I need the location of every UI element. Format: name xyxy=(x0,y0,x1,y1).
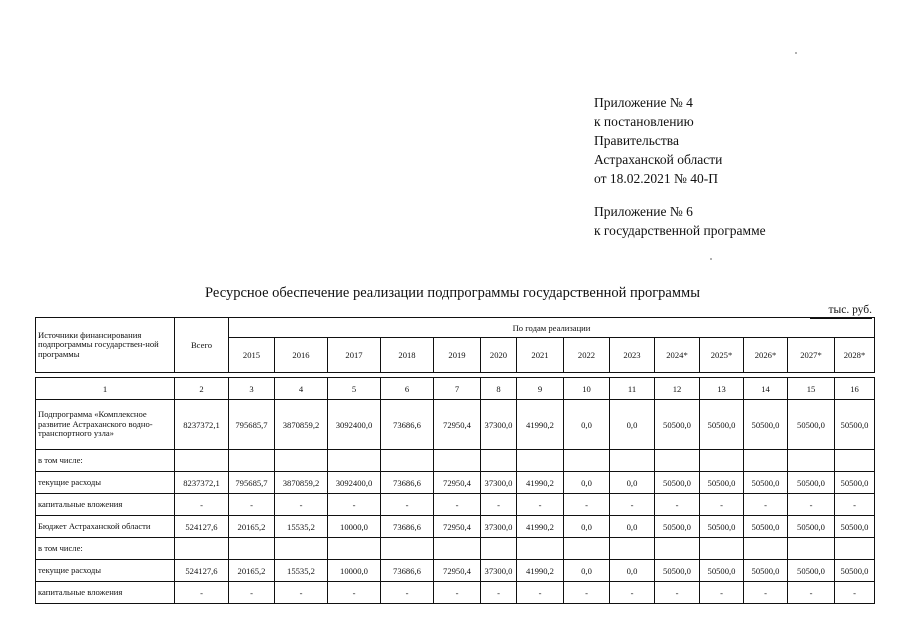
value-cell: - xyxy=(175,494,229,516)
appendix-4-line-3: Правительства xyxy=(594,133,679,148)
value-cell xyxy=(744,450,788,472)
value-cell: - xyxy=(835,494,875,516)
value-cell xyxy=(744,538,788,560)
value-cell: 0,0 xyxy=(610,560,655,582)
column-number: 13 xyxy=(700,378,744,400)
table-row xyxy=(36,472,875,494)
value-cell: 0,0 xyxy=(610,516,655,538)
value-cell: 72950,4 xyxy=(434,560,481,582)
value-cell xyxy=(700,450,744,472)
value-cell xyxy=(328,538,381,560)
value-cell: 73686,6 xyxy=(381,472,434,494)
column-number: 12 xyxy=(655,378,700,400)
value-cell xyxy=(610,538,655,560)
value-cell xyxy=(175,538,229,560)
row-label: Бюджет Астраханской области xyxy=(36,516,175,538)
table-row xyxy=(36,560,875,582)
value-cell: 50500,0 xyxy=(655,560,700,582)
value-cell xyxy=(564,538,610,560)
column-number: 3 xyxy=(229,378,275,400)
column-number: 8 xyxy=(481,378,517,400)
value-cell: - xyxy=(229,582,275,604)
header-year: 2019 xyxy=(434,338,481,373)
table-column-numbers-row xyxy=(36,378,875,400)
column-number: 2 xyxy=(175,378,229,400)
value-cell: 0,0 xyxy=(610,472,655,494)
table-row xyxy=(36,538,875,560)
value-cell: - xyxy=(610,494,655,516)
value-cell: - xyxy=(481,494,517,516)
value-cell: - xyxy=(564,494,610,516)
value-cell xyxy=(517,538,564,560)
value-cell: - xyxy=(381,494,434,516)
value-cell xyxy=(381,538,434,560)
value-cell: 50500,0 xyxy=(835,560,875,582)
value-cell xyxy=(481,450,517,472)
value-cell: 20165,2 xyxy=(229,516,275,538)
value-cell: - xyxy=(655,494,700,516)
header-year: 2021 xyxy=(517,338,564,373)
value-cell xyxy=(655,450,700,472)
value-cell: - xyxy=(517,494,564,516)
value-cell xyxy=(381,450,434,472)
column-number: 15 xyxy=(788,378,835,400)
value-cell: - xyxy=(655,582,700,604)
value-cell: 50500,0 xyxy=(655,400,700,450)
column-number: 5 xyxy=(328,378,381,400)
value-cell: - xyxy=(788,494,835,516)
value-cell: 73686,6 xyxy=(381,516,434,538)
value-cell: 3092400,0 xyxy=(328,400,381,450)
value-cell: 0,0 xyxy=(610,400,655,450)
appendix-4-line-1: Приложение № 4 xyxy=(594,95,693,110)
column-number: 1 xyxy=(36,378,175,400)
value-cell xyxy=(835,538,875,560)
row-label: Подпрограмма «Комплексное развитие Астраханского водно-транспортного узла» xyxy=(36,400,175,450)
value-cell: 0,0 xyxy=(564,472,610,494)
header-spacer xyxy=(594,188,766,202)
appendix-6-line-2: к государственной программе xyxy=(594,223,766,238)
column-number: 16 xyxy=(835,378,875,400)
value-cell xyxy=(229,450,275,472)
value-cell: 41990,2 xyxy=(517,560,564,582)
value-cell xyxy=(481,538,517,560)
value-cell: - xyxy=(744,494,788,516)
appendix-4-line-2: к постановлению xyxy=(594,114,694,129)
column-number: 9 xyxy=(517,378,564,400)
value-cell: 37300,0 xyxy=(481,472,517,494)
value-cell xyxy=(655,538,700,560)
header-total: Всего xyxy=(175,318,229,373)
value-cell: 0,0 xyxy=(564,400,610,450)
value-cell: 50500,0 xyxy=(700,472,744,494)
value-cell: 50500,0 xyxy=(744,472,788,494)
value-cell: 50500,0 xyxy=(788,400,835,450)
value-cell: 37300,0 xyxy=(481,400,517,450)
value-cell: 37300,0 xyxy=(481,560,517,582)
appendix-4-line-4: Астраханской области xyxy=(594,152,723,167)
value-cell: 41990,2 xyxy=(517,400,564,450)
value-cell: 8237372,1 xyxy=(175,400,229,450)
value-cell xyxy=(700,538,744,560)
value-cell: 50500,0 xyxy=(835,472,875,494)
value-cell xyxy=(175,450,229,472)
value-cell: - xyxy=(175,582,229,604)
column-number: 4 xyxy=(275,378,328,400)
row-label: в том числе: xyxy=(36,538,175,560)
value-cell xyxy=(275,538,328,560)
header-year: 2024* xyxy=(655,338,700,373)
table-row xyxy=(36,494,875,516)
column-number: 11 xyxy=(610,378,655,400)
value-cell: 50500,0 xyxy=(744,516,788,538)
table-row xyxy=(36,400,875,450)
value-cell: 72950,4 xyxy=(434,400,481,450)
appendix-6-line-1: Приложение № 6 xyxy=(594,204,693,219)
value-cell: 524127,6 xyxy=(175,560,229,582)
value-cell xyxy=(610,450,655,472)
value-cell: - xyxy=(564,582,610,604)
value-cell: 50500,0 xyxy=(744,560,788,582)
value-cell: 0,0 xyxy=(564,560,610,582)
value-cell: - xyxy=(610,582,655,604)
value-cell: - xyxy=(700,494,744,516)
value-cell: - xyxy=(835,582,875,604)
value-cell: 72950,4 xyxy=(434,472,481,494)
header-year: 2017 xyxy=(328,338,381,373)
row-label: текущие расходы xyxy=(36,560,175,582)
value-cell: - xyxy=(275,582,328,604)
row-label: в том числе: xyxy=(36,450,175,472)
table-row xyxy=(36,582,875,604)
value-cell: 50500,0 xyxy=(655,516,700,538)
header-year: 2015 xyxy=(229,338,275,373)
column-number: 10 xyxy=(564,378,610,400)
value-cell: 50500,0 xyxy=(700,400,744,450)
scan-speck xyxy=(795,52,797,54)
header-year: 2022 xyxy=(564,338,610,373)
value-cell: 0,0 xyxy=(564,516,610,538)
header-source: Источники финансирования подпрограммы государствен-ной программы xyxy=(36,318,175,373)
value-cell: 73686,6 xyxy=(381,560,434,582)
value-cell: 50500,0 xyxy=(700,560,744,582)
header-years-group: По годам реализации xyxy=(229,318,875,338)
value-cell: 50500,0 xyxy=(655,472,700,494)
value-cell: - xyxy=(788,582,835,604)
resource-table xyxy=(35,317,875,604)
value-cell: - xyxy=(328,494,381,516)
value-cell xyxy=(835,450,875,472)
value-cell: 8237372,1 xyxy=(175,472,229,494)
appendix-4-line-5: от 18.02.2021 № 40-П xyxy=(594,171,718,186)
value-cell: 50500,0 xyxy=(788,516,835,538)
column-number: 6 xyxy=(381,378,434,400)
value-cell: - xyxy=(381,582,434,604)
header-year: 2023 xyxy=(610,338,655,373)
header-year: 2025* xyxy=(700,338,744,373)
value-cell: 41990,2 xyxy=(517,516,564,538)
value-cell: 50500,0 xyxy=(700,516,744,538)
value-cell: - xyxy=(434,582,481,604)
row-label: текущие расходы xyxy=(36,472,175,494)
value-cell: 795685,7 xyxy=(229,472,275,494)
value-cell: - xyxy=(275,494,328,516)
header-year: 2018 xyxy=(381,338,434,373)
value-cell: 15535,2 xyxy=(275,560,328,582)
value-cell: - xyxy=(328,582,381,604)
value-cell: 20165,2 xyxy=(229,560,275,582)
value-cell xyxy=(434,538,481,560)
value-cell: 795685,7 xyxy=(229,400,275,450)
value-cell: 3870859,2 xyxy=(275,472,328,494)
scan-speck xyxy=(710,258,712,260)
value-cell: 50500,0 xyxy=(835,516,875,538)
value-cell xyxy=(517,450,564,472)
header-year: 2026* xyxy=(744,338,788,373)
value-cell xyxy=(229,538,275,560)
value-cell xyxy=(788,450,835,472)
value-cell: 10000,0 xyxy=(328,516,381,538)
value-cell: - xyxy=(434,494,481,516)
value-cell: 524127,6 xyxy=(175,516,229,538)
value-cell: - xyxy=(481,582,517,604)
row-label: капитальные вложения xyxy=(36,582,175,604)
value-cell: - xyxy=(229,494,275,516)
value-cell: 50500,0 xyxy=(788,472,835,494)
table-row xyxy=(36,516,875,538)
value-cell: 15535,2 xyxy=(275,516,328,538)
row-label: капитальные вложения xyxy=(36,494,175,516)
value-cell: 10000,0 xyxy=(328,560,381,582)
header-year: 2027* xyxy=(788,338,835,373)
value-cell: 50500,0 xyxy=(788,560,835,582)
value-cell xyxy=(564,450,610,472)
table-row xyxy=(36,450,875,472)
value-cell: - xyxy=(744,582,788,604)
header-year: 2028* xyxy=(835,338,875,373)
value-cell: 3092400,0 xyxy=(328,472,381,494)
units-label: тыс. руб. xyxy=(828,304,872,316)
value-cell: 37300,0 xyxy=(481,516,517,538)
value-cell: 41990,2 xyxy=(517,472,564,494)
page-title: Ресурсное обеспечение реализации подпрограммы государственной программы xyxy=(205,285,700,301)
column-number: 7 xyxy=(434,378,481,400)
table-header-row xyxy=(36,318,875,338)
header-year: 2016 xyxy=(275,338,328,373)
value-cell: - xyxy=(517,582,564,604)
appendix-header xyxy=(594,93,766,240)
header-year: 2020 xyxy=(481,338,517,373)
value-cell: 3870859,2 xyxy=(275,400,328,450)
value-cell xyxy=(788,538,835,560)
value-cell xyxy=(434,450,481,472)
value-cell xyxy=(328,450,381,472)
value-cell: - xyxy=(700,582,744,604)
column-number: 14 xyxy=(744,378,788,400)
value-cell xyxy=(275,450,328,472)
value-cell: 50500,0 xyxy=(835,400,875,450)
value-cell: 73686,6 xyxy=(381,400,434,450)
value-cell: 72950,4 xyxy=(434,516,481,538)
value-cell: 50500,0 xyxy=(744,400,788,450)
